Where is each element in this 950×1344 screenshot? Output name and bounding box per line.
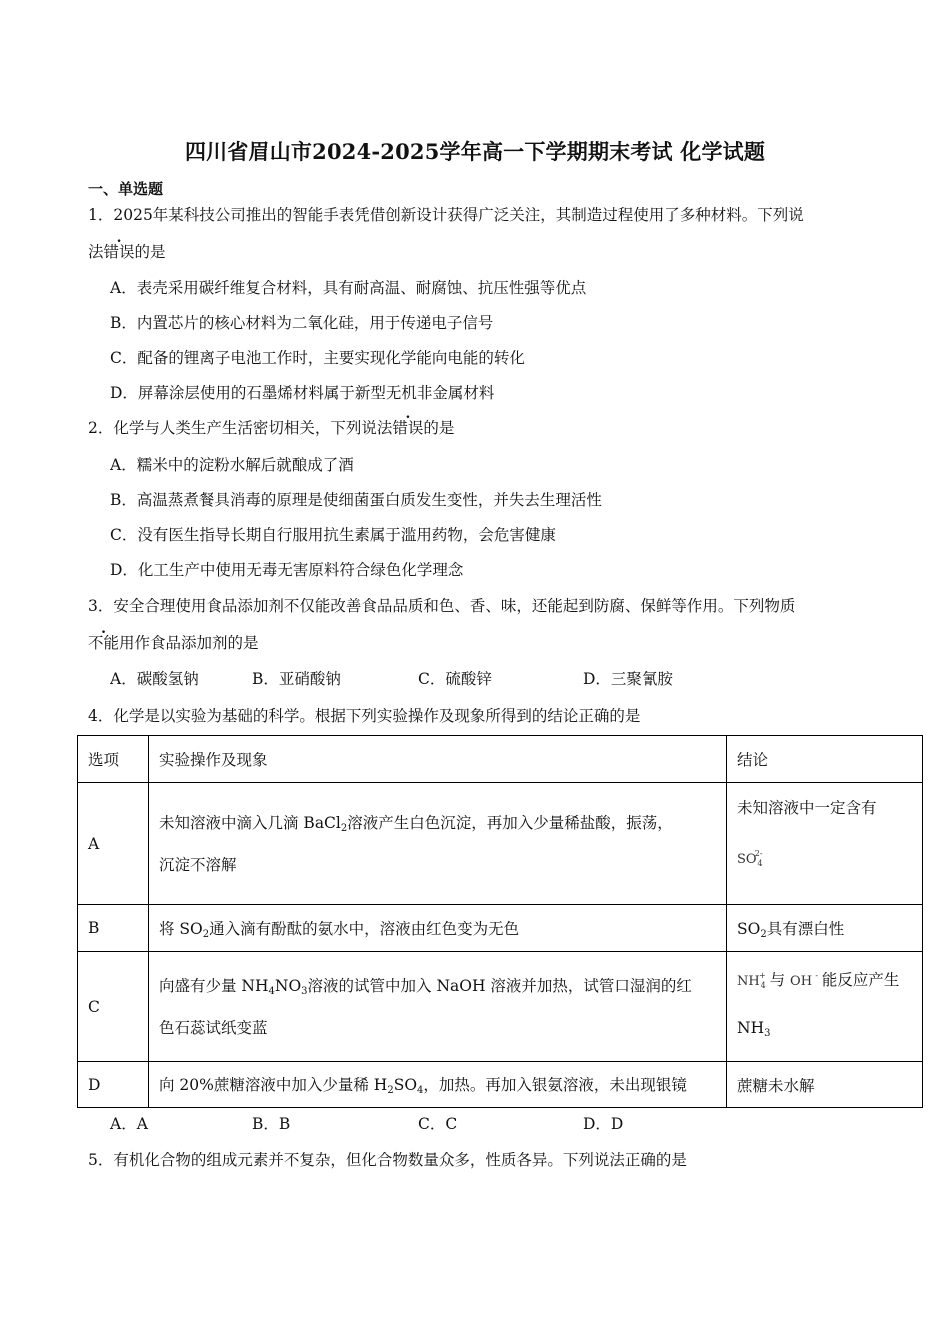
table-cell-operation: 将 $SO_2$通入滴有酚酞的氨水中，溶液由红色变为无色	[149, 905, 727, 952]
question-4-option-b: B．B	[252, 1115, 291, 1133]
table-row	[78, 1062, 923, 1108]
question-3-option-d: D．三聚氰胺	[583, 670, 673, 688]
question-1-stem-cont: 法错误的是	[88, 243, 166, 261]
question-1-option-b: B．内置芯片的核心材料为二氧化硅，用于传递电子信号	[110, 314, 494, 332]
experiment-table	[77, 735, 923, 1108]
table-header-row	[78, 736, 923, 783]
sulfate-ion: SO 2- 4	[737, 849, 763, 868]
table-cell-conclusion: $SO_2$具有漂白性	[727, 905, 923, 952]
question-2-stem: 2．化学与人类生产生活密切相关，下列说法错误的是	[88, 419, 455, 437]
table-cell-option: A	[78, 783, 149, 905]
table-cell-conclusion: 未知溶液中一定含有 SO 2- 4	[727, 783, 923, 905]
emphasis-mark: 错误	[392, 419, 424, 437]
table-cell-option: D	[78, 1062, 149, 1108]
table-row	[78, 905, 923, 952]
question-5-stem: 5．有机化合物的组成元素并不复杂，但化合物数量众多，性质各异。下列说法正确的是	[88, 1151, 687, 1169]
question-3-option-a: A．碳酸氢钠	[110, 670, 199, 688]
table-cell-option: C	[78, 952, 149, 1062]
question-1-option-c: C．配备的锂离子电池工作时，主要实现化学能向电能的转化	[110, 349, 525, 367]
table-cell-operation: 未知溶液中滴入几滴 BaCl$_2$溶液产生白色沉淀，再加入少量稀盐酸，振荡， 沉淀不溶解	[149, 783, 727, 905]
question-3-stem: 3．安全合理使用食品添加剂不仅能改善食品品质和色、香、味，还能起到防腐、保鲜等作用。下列物质	[88, 597, 796, 615]
table-header-cell: 选项	[78, 736, 149, 783]
question-4-option-c: C．C	[418, 1115, 458, 1133]
question-2-option-b: B．高温蒸煮餐具消毒的原理是使细菌蛋白质发生变性，并失去生理活性	[110, 491, 602, 509]
table-cell-operation: 向 20%蔗糖溶液中加入少量稀 $H_2SO_4$，加热。再加入银氨溶液，未出现银镜	[149, 1062, 727, 1108]
question-2-option-c: C．没有医生指导长期自行服用抗生素属于滥用药物，会危害健康	[110, 526, 556, 544]
page-title: 四川省眉山市2024-2025学年高一下学期期末考试 化学试题	[184, 139, 766, 164]
table-cell-conclusion: NH + 4 与 OH - 能反应产生 $NH_3$	[727, 952, 923, 1062]
table-cell-operation: 向盛有少量 $NH_4NO_3$溶液的试管中加入 NaOH 溶液并加热，试管口湿润的红 色石蕊试纸变蓝	[149, 952, 727, 1062]
question-1-option-d: D．屏幕涂层使用的石墨烯材料属于新型无机非金属材料	[110, 384, 495, 402]
question-2-option-a: A．糯米中的淀粉水解后就酿成了酒	[110, 456, 354, 474]
table-header-cell: 实验操作及现象	[149, 736, 727, 783]
section-heading: 一、单选题	[88, 180, 164, 198]
question-4-stem: 4．化学是以实验为基础的科学。根据下列实验操作及现象所得到的结论正确的是	[88, 707, 641, 725]
hydroxide-ion: OH -	[790, 970, 819, 989]
table-row	[78, 952, 923, 1062]
emphasis-mark: 错误	[103, 243, 135, 261]
table-cell-option: B	[78, 905, 149, 952]
question-1-option-a: A．表壳采用碳纤维复合材料，具有耐高温、耐腐蚀、抗压性强等优点	[110, 279, 587, 297]
question-3-stem-cont: 不能用作食品添加剂的是	[88, 634, 259, 652]
table-row	[78, 783, 923, 905]
question-2-option-d: D．化工生产中使用无毒无害原料符合绿色化学理念	[110, 561, 464, 579]
question-3-option-b: B．亚硝酸钠	[252, 670, 341, 688]
question-4-option-d: D．D	[583, 1115, 624, 1133]
table-cell-conclusion: 蔗糖未水解	[727, 1062, 923, 1108]
table-header-cell: 结论	[727, 736, 923, 783]
ammonium-ion: NH + 4	[737, 970, 766, 990]
question-3-option-c: C．硫酸锌	[418, 670, 492, 688]
emphasis-mark: 不能	[88, 634, 120, 652]
question-4-option-a: A．A	[110, 1115, 148, 1133]
question-1-stem: 1．2025年某科技公司推出的智能手表凭借创新设计获得广泛关注，其制造过程使用了多种材料。下列说	[88, 206, 804, 224]
